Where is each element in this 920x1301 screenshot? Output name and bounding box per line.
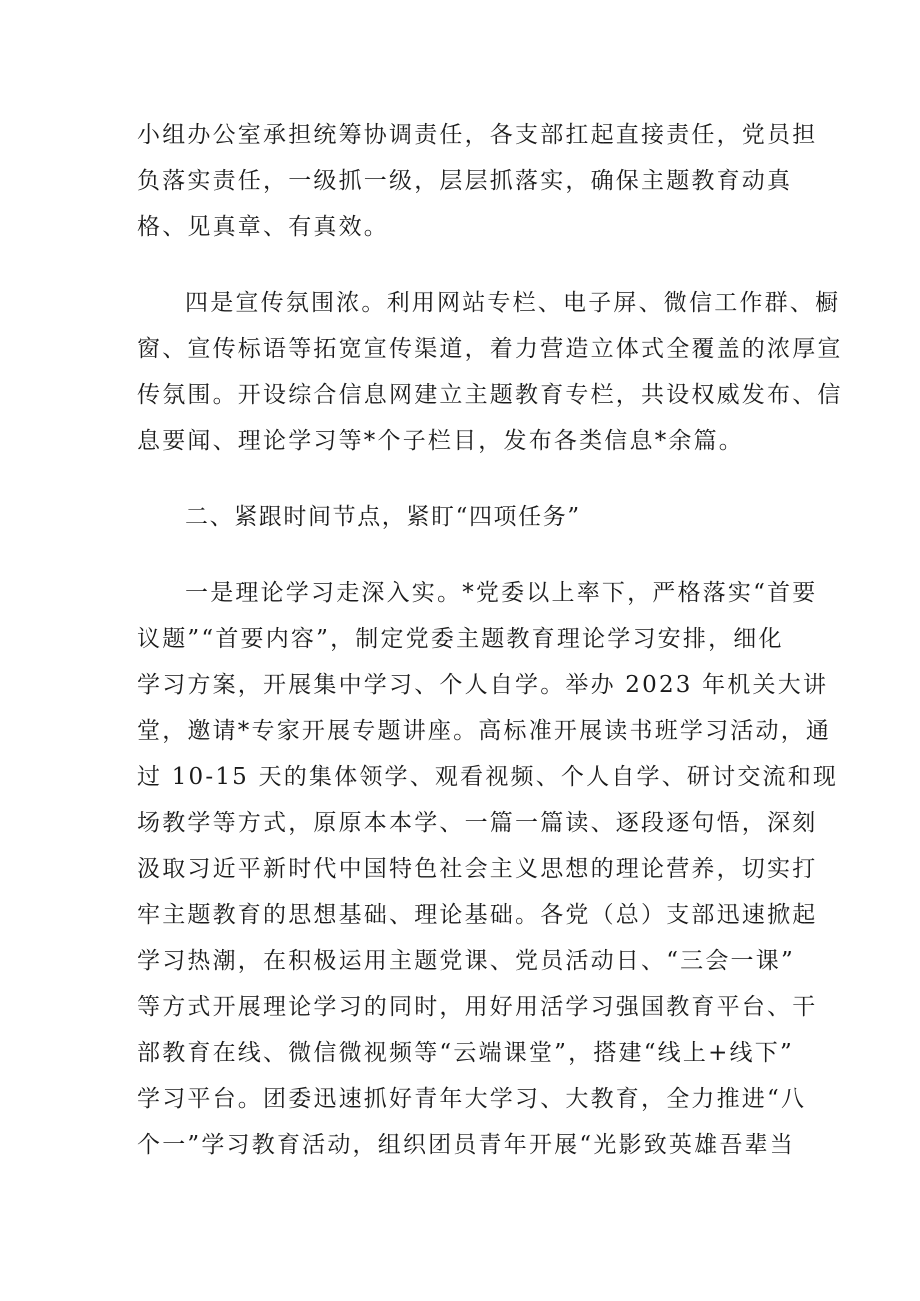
paragraph-gap <box>137 250 787 280</box>
paragraph-line: 汲取习近平新时代中国特色社会主义思想的理论营养，切实打 <box>137 856 818 882</box>
paragraph-line: 场教学等方式，原原本本学、一篇一篇读、逐段逐句悟，深刻 <box>137 810 818 836</box>
paragraph-line: 学习热潮，在积极运用主题党课、党员活动日、“三会一课” <box>137 948 795 974</box>
paragraph-line: 部教育在线、微信微视频等“云端课堂”，搭建“线上+线下” <box>137 1040 794 1066</box>
paragraph-line: 等方式开展理论学习的同时，用好用活学习强国教育平台、干 <box>137 994 818 1020</box>
paragraph-line: 窗、宣传标语等拓宽宣传渠道，着力营造立体式全覆盖的浓厚宣 <box>137 336 843 362</box>
paragraph-publicity <box>137 280 843 464</box>
paragraph-line: 个一”学习教育活动，组织团员青年开展“光影致英雄吾辈当 <box>137 1132 795 1158</box>
document-page <box>137 112 843 1168</box>
paragraph-line: 格、见真章、有真效。 <box>137 214 389 240</box>
paragraph-line: 过 10-15 天的集体领学、观看视频、个人自学、研讨交流和现 <box>137 764 839 790</box>
paragraph-line: 负落实责任，一级抓一级，层层抓落实，确保主题教育动真 <box>137 168 793 194</box>
section-heading: 二、紧跟时间节点，紧盯“四项任务” <box>185 504 581 530</box>
paragraph-gap <box>137 540 787 570</box>
paragraph-theory-study <box>137 570 839 1168</box>
paragraph-line: 堂，邀请*专家开展专题讲座。高标准开展读书班学习活动，通 <box>137 718 832 744</box>
paragraph-responsibility <box>137 112 818 250</box>
paragraph-line: 息要闻、理论学习等*个子栏目，发布各类信息*余篇。 <box>137 428 744 454</box>
paragraph-line: 议题”“首要内容”，制定党委主题教育理论学习安排，细化 <box>137 626 784 652</box>
paragraph-line: 牢主题教育的思想基础、理论基础。各党（总）支部迅速掀起 <box>137 902 818 928</box>
paragraph-line: 学习平台。团委迅速抓好青年大学习、大教育，全力推进“八 <box>137 1086 807 1112</box>
paragraph-gap <box>137 464 787 494</box>
paragraph-line: 传氛围。开设综合信息网建立主题教育专栏，共设权威发布、信 <box>137 382 843 408</box>
paragraph-line: 小组办公室承担统筹协调责任，各支部扛起直接责任，党员担 <box>137 122 818 148</box>
paragraph-line: 一是理论学习走深入实。*党委以上率下，严格落实“首要 <box>185 580 818 606</box>
paragraph-line: 四是宣传氛围浓。利用网站专栏、电子屏、微信工作群、橱 <box>185 290 841 316</box>
paragraph-line: 学习方案，开展集中学习、个人自学。举办 2023 年机关大讲 <box>137 672 829 698</box>
